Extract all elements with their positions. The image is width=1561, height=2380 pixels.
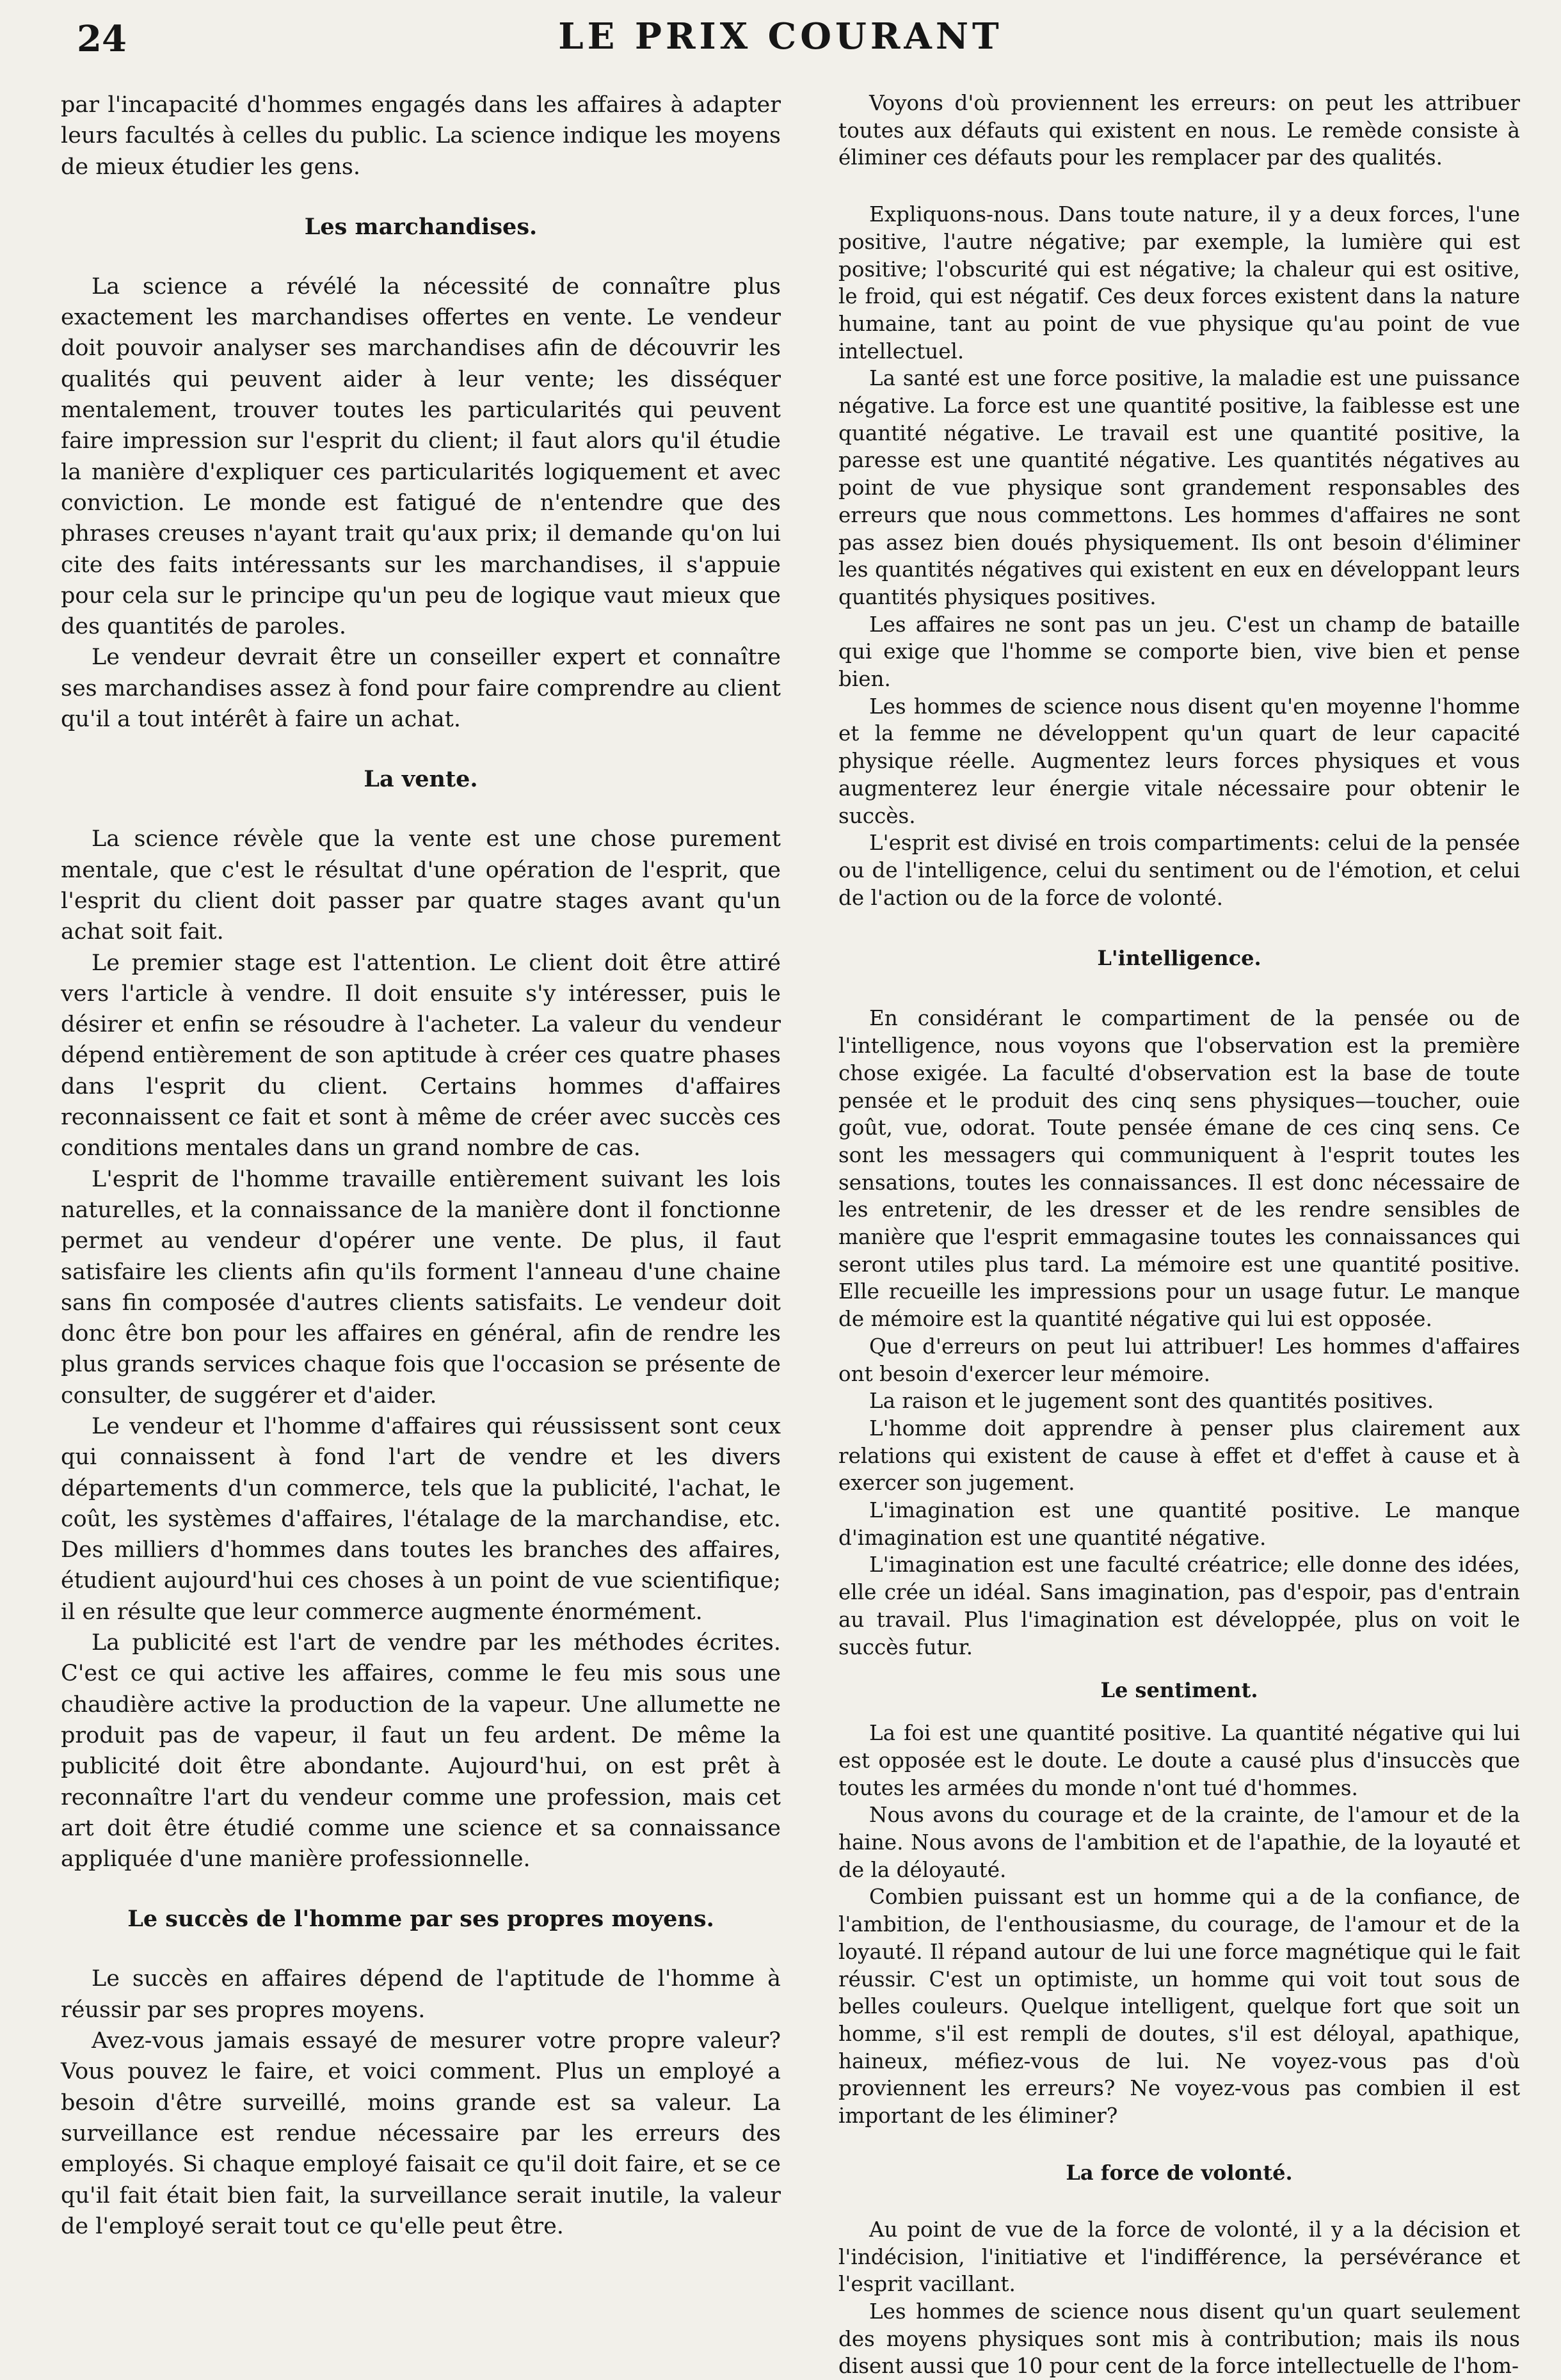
paragraph: La science révèle que la vente est une chose purement mentale, que c'est le résultat d'une opération de l'esprit, que l'esprit du client doit passer par quatre stages avant qu'un achat soit fait. [61,826,781,945]
paragraph: L'imagination est une faculté créatrice; elle donne des idées, elle crée un idéal. Sans imagination, pas d'espoir, pas d'entrain au travail. Plus l'imagination est développée, plus on voit le succès futur. [838,1553,1520,1659]
heading-succes: Le succès de l'homme par ses propres moyens. [127,1906,714,1933]
intro-paragraph: par l'incapacité d'hommes engagés dans les affaires à adapter leurs facultés à celles du public. La science indique les moyens de mieux étudier les gens. [61,92,781,180]
paragraph: Avez-vous jamais essayé de mesurer votre propre valeur? Vous pouvez le faire, et voici comment. Plus un employé a besoin d'être surveillé, moins grande est sa valeur. La surveillance est rendue nécessaire par les erreurs des employés. Si chaque employé faisait ce qu'il doit faire, et se ce qu'il fait était bien fait, la surveillance serait inutile, la valeur de l'employé serait tout ce qu'elle peut être. [61,2028,781,2239]
paragraph: La raison et le jugement sont des quantités positives. [869,1389,1434,1414]
heading-sentiment: Le sentiment. [1100,1678,1258,1703]
heading-vente: La vente. [364,766,478,793]
paragraph: L'imagination est une quantité positive. Le manque d'imagination est une quantité négative. [838,1498,1520,1550]
paragraph: L'esprit est divisé en trois compartiments: celui de la pensée ou de l'intelligence, celui du sentiment ou de l'émotion, et celui de l'action ou de la force de volonté. [838,831,1520,910]
paragraph: Que d'erreurs on peut lui attribuer! Les hommes d'affaires ont besoin d'exercer leur mémoire. [838,1334,1520,1386]
heading-marchandises: Les marchandises. [304,213,538,240]
paragraph-gap [838,172,1520,201]
paragraph: Les hommes de science nous disent qu'un quart seulement des moyens physiques sont mis à contribution; mais ils nous disent aussi que 10 pour cent de la force intellectuelle de l'hom- [838,2299,1520,2379]
paragraph: L'esprit de l'homme travaille entièrement suivant les lois naturelles, et la connaissance de la manière dont il fonctionne permet au vendeur d'opérer une vente. De plus, il faut satisfaire les clients afin qu'ils forment l'anneau d'une chaine sans fin composée d'autres clients satisfaits. Le vendeur doit donc être bon pour les affaires en général, afin de rendre les plus grands services chaque fois que l'occasion se présente de consulter, de suggérer et d'aider. [61,1166,781,1409]
page-number: 24 [77,18,127,60]
paragraph: Expliquons-nous. Dans toute nature, il y a deux forces, l'une positive, l'autre négative; par exemple, la lumière qui est positive; l'obscurité qui est négative; la chaleur qui est ositive, le froid, qui est négatif. Ces deux forces existent dans la nature humaine, tant au point de vue physique qu'au point de vue intellectuel. [838,202,1520,363]
heading-force-de-volonte: La force de volonté. [1066,2160,1293,2185]
page-header [38,12,1523,88]
paragraph: Le vendeur et l'homme d'affaires qui réussissent sont ceux qui connaissent à fond l'art de vendre et les divers départements d'un commerce, tels que la publicité, l'achat, le coût, les systèmes d'affaires, l'étalage de la marchandise, etc. Des milliers d'hommes dans toutes les branches des affaires, étudient aujourd'hui ces choses à un point de vue scientifique; il en résulte que leur commerce augmente énormément. [61,1413,781,1625]
left-column [61,90,781,2242]
journal-title: LE PRIX COURANT [558,15,1003,58]
paragraph: La publicité est l'art de vendre par les méthodes écrites. C'est ce qui active les affaires, comme le feu mis sous une chaudière active la production de la vapeur. Une allumette ne produit pas de vapeur, il faut un feu ardent. De même la publicité doit être abondante. Aujourd'hui, on est prêt à reconnaître l'art du vendeur comme une profession, mais cet art doit être étudié comme une science et sa connaissance appliquée d'une manière professionnelle. [61,1630,781,1873]
paragraph: Au point de vue de la force de volonté, il y a la décision et l'indécision, l'initiative et l'indifférence, la persévérance et l'esprit vacillant. [838,2217,1520,2297]
paragraph: Le vendeur devrait être un conseiller expert et connaître ses marchandises assez à fond pour faire comprendre au client qu'il a tout intérêt à faire un achat. [61,644,781,733]
paragraph: Le succès en affaires dépend de l'aptitude de l'homme à réussir par ses propres moyens. [61,1966,781,2023]
paragraph: Les affaires ne sont pas un jeu. C'est un champ de bataille qui exige que l'homme se comporte bien, vive bien et pense bien. [838,612,1520,692]
paragraph: Les hommes de science nous disent qu'en moyenne l'homme et la femme ne développent qu'un quart de leur capacité physique réelle. Augmentez leurs forces physiques et vous augmenterez leur énergie vitale nécessaire pour obtenir le succès. [838,694,1520,828]
paragraph: En considérant le compartiment de la pensée ou de l'intelligence, nous voyons que l'observation est la première chose exigée. La faculté d'observation est la base de toute pensée et le produit des cinq sens physiques—toucher, ouie goût, vue, odorat. Toute pensée émane de ces cinq sens. Ce sont les messagers qui communiquent à l'esprit toutes les sensations, toutes les connaissances. Il est donc nécessaire de les entretenir, de les dresser et de les rendre sensibles de manière que l'esprit emmagasine toutes les connaissances qui seront utiles plus tard. La mémoire est une quantité positive. Elle recueille les impressions pour un usage futur. Le manque de mémoire est la quantité négative qui lui est opposée. [838,1006,1520,1332]
paragraph: La foi est une quantité positive. La quantité négative qui lui est opposée est le doute. Le doute a causé plus d'insuccès que toutes les armées du monde n'ont tué d'hommes. [838,1721,1520,1800]
paragraph: Nous avons du courage et de la crainte, de l'amour et de la haine. Nous avons de l'ambition et de l'apathie, de la loyauté et de la déloyauté. [838,1803,1520,1882]
right-column [838,90,1520,2380]
paragraph: Combien puissant est un homme qui a de la confiance, de l'ambition, de l'enthousiasme, du courage, de l'amour et de la loyauté. Il répand autour de lui une force magnétique qui le fait réussir. C'est un optimiste, un homme qui voit tout sous de belles couleurs. Quelque intelligent, quelque fort que soit un homme, s'il est rempli de doutes, s'il est déloyal, apathique, haineux, méfiez-vous de lui. Ne voyez-vous pas d'où proviennent les erreurs? Ne voyez-vous pas combien il est important de les éliminer? [838,1885,1520,2128]
paragraph: L'homme doit apprendre à penser plus clairement aux relations qui existent de cause à effet et d'effet à cause et à exercer son jugement. [838,1416,1520,1496]
paragraph: La science a révélé la nécessité de connaître plus exactement les marchandises offertes en vente. Le vendeur doit pouvoir analyser ses marchandises afin de découvrir les qualités qui peuvent aider à leur vente; les disséquer mentalement, trouver toutes les particularités qui peuvent faire impression sur l'esprit du client; il faut alors qu'il étudie la manière d'expliquer ces particularités logiquement et avec conviction. Le monde est fatigué de n'entendre que des phrases creuses n'ayant trait qu'aux prix; il demande qu'on lui cite des faits intéressants sur les marchandises, il s'appuie pour cela sur le principe qu'un peu de logique vaut mieux que des quantités de paroles. [61,273,781,640]
paragraph: Voyons d'où proviennent les erreurs: on peut les attribuer toutes aux défauts qui existent en nous. Le remède consiste à éliminer ces défauts pour les remplacer par des qualités. [838,91,1520,170]
heading-intelligence: L'intelligence. [1097,946,1261,971]
paragraph: Le premier stage est l'attention. Le client doit être attiré vers l'article à vendre. Il doit ensuite s'y intéresser, puis le désirer et enfin se résoudre à l'acheter. La valeur du vendeur dépend entièrement de son aptitude à créer ces quatre phases dans l'esprit du client. Certains hommes d'affaires reconnaissent ce fait et sont à même de créer avec succès ces conditions mentales dans un grand nombre de cas. [61,950,781,1162]
paragraph: La santé est une force positive, la maladie est une puissance négative. La force est une quantité positive, la faiblesse est une quantité négative. Le travail est une quantité positive, la paresse est une quantité négative. Les quantités négatives au point de vue physique sont grandement responsables des erreurs que nous commettons. Les hommes d'affaires ne sont pas assez bien doués physiquement. Ils ont besoin d'éliminer les quantités négatives qui existent en eux en développant leurs quantités physiques positives. [838,366,1520,609]
